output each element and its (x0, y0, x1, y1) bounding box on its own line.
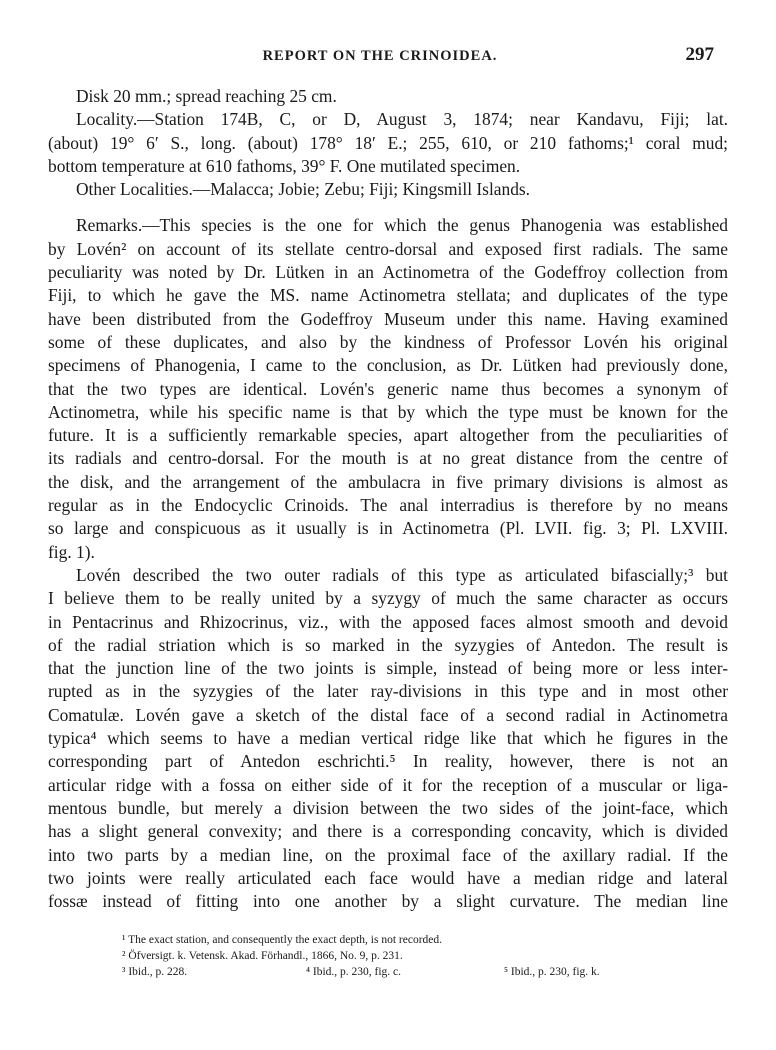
footnote-line (48, 964, 728, 980)
page-number: 297 (685, 44, 714, 65)
text-line: rupted as in the syzygies of the later ray-divisions in this type and in most other (48, 681, 728, 702)
text-line: typica⁴ which seems to have a median vertical ridge like that which he figures in the (48, 728, 728, 749)
text-line: Other Localities.—Malacca; Jobie; Zebu; Fiji; Kingsmill Islands. (76, 179, 530, 200)
text-line: Actinometra, while his specific name is that by which the type must be known for the (48, 401, 728, 422)
text-line: by Lovén² on account of its stellate centro-dorsal and exposed first radials. The same (48, 238, 728, 259)
footnote-line (48, 932, 728, 948)
text-line: some of these duplicates, and also by the kindness of Professor Lovén his original (48, 331, 728, 352)
text-line: Disk 20 mm.; spread reaching 25 cm. (76, 86, 337, 106)
text-line: regular as in the Endocyclic Crinoids. The anal interradius is therefore by no means (48, 495, 728, 516)
footnote-line (48, 948, 728, 964)
text-line: that the two types are identical. Lovén's generic name thus becomes a synonym of (48, 378, 728, 399)
text-line: the disk, and the arrangement of the ambulacra in five primary divisions is almost as (48, 471, 728, 492)
text-line: fig. 1). (48, 541, 95, 562)
text-line: two joints were really articulated each face would have a median ridge and lateral (48, 867, 728, 888)
text-line: Locality.—Station 174B, C, or D, August 3, 1874; near Kandavu, Fiji; lat. (76, 109, 728, 130)
paragraph-gap (48, 201, 728, 214)
text-line: bottom temperature at 610 fathoms, 39° F. One mutilated specimen. (48, 155, 521, 176)
footnote-2: ² Öfversigt. k. Vetensk. Akad. Förhandl., 1866, No. 9, p. 231. (122, 950, 403, 962)
text-line: (about) 19° 6′ S., long. (about) 178° 18′ E.; 255, 610, or 210 fathoms;¹ coral mud; (48, 132, 728, 153)
text-line: peculiarity was noted by Dr. Lütken in an Actinometra of the Godeffroy collection from (48, 262, 728, 283)
text-line: I believe them to be really united by a syzygy of much the same character as occurs (48, 588, 728, 609)
footnotes (48, 932, 728, 980)
text-line: mentous bundle, but merely a division between the two sides of the joint-face, which (48, 797, 728, 818)
text-line: its radials and centro-dorsal. For the mouth is at no great distance from the centre of (48, 448, 728, 469)
text-line: has a slight general convexity; and there is a corresponding concavity, which is divided (48, 821, 728, 842)
footnote-3: ³ Ibid., p. 228. (122, 966, 188, 978)
text-line: future. It is a sufficiently remarkable species, apart altogether from the peculiarities of (48, 425, 728, 446)
text-line: fossæ instead of fitting into one another by a slight curvature. The median line (48, 891, 728, 912)
text-line: articular ridge with a fossa on either side of it for the reception of a muscular or liga- (48, 774, 728, 795)
text-line: Lovén described the two outer radials of this type as articulated bifascially;³ but (76, 564, 728, 585)
text-line: have been distributed from the Godeffroy Museum under this name. Having examined (48, 308, 728, 329)
text-line: that the junction line of the two joints is simple, instead of being more or less inter- (48, 658, 728, 679)
text-line: Remarks.—This species is the one for which the genus Phanogenia was established (76, 215, 728, 236)
text-line: into two parts by a median line, on the proximal face of the axillary radial. If the (48, 844, 728, 865)
page-header (48, 44, 712, 68)
running-title: REPORT ON THE CRINOIDEA. (262, 48, 498, 64)
body-text (48, 85, 728, 913)
text-line: corresponding part of Antedon eschrichti.⁵ In reality, however, there is not an (48, 751, 728, 772)
text-line: specimens of Phanogenia, I came to the conclusion, as Dr. Lütken had previously done, (48, 355, 728, 376)
text-line: in Pentacrinus and Rhizocrinus, viz., with the apposed faces almost smooth and devoid (48, 611, 728, 632)
footnote-5: ⁵ Ibid., p. 230, fig. k. (504, 966, 600, 978)
text-line: Fiji, to which he gave the MS. name Actinometra stellata; and duplicates of the type (48, 285, 728, 306)
text-line: of the radial striation which is so marked in the syzygies of Antedon. The result is (48, 634, 728, 655)
footnote-4: ⁴ Ibid., p. 230, fig. c. (306, 966, 402, 978)
text-line: so large and conspicuous as it usually is in Actinometra (Pl. LVII. fig. 3; Pl. LXVIII. (48, 518, 728, 539)
footnote-1: ¹ The exact station, and consequently the exact depth, is not recorded. (122, 934, 443, 946)
text-line: Comatulæ. Lovén gave a sketch of the distal face of a second radial in Actinometra (48, 704, 728, 725)
